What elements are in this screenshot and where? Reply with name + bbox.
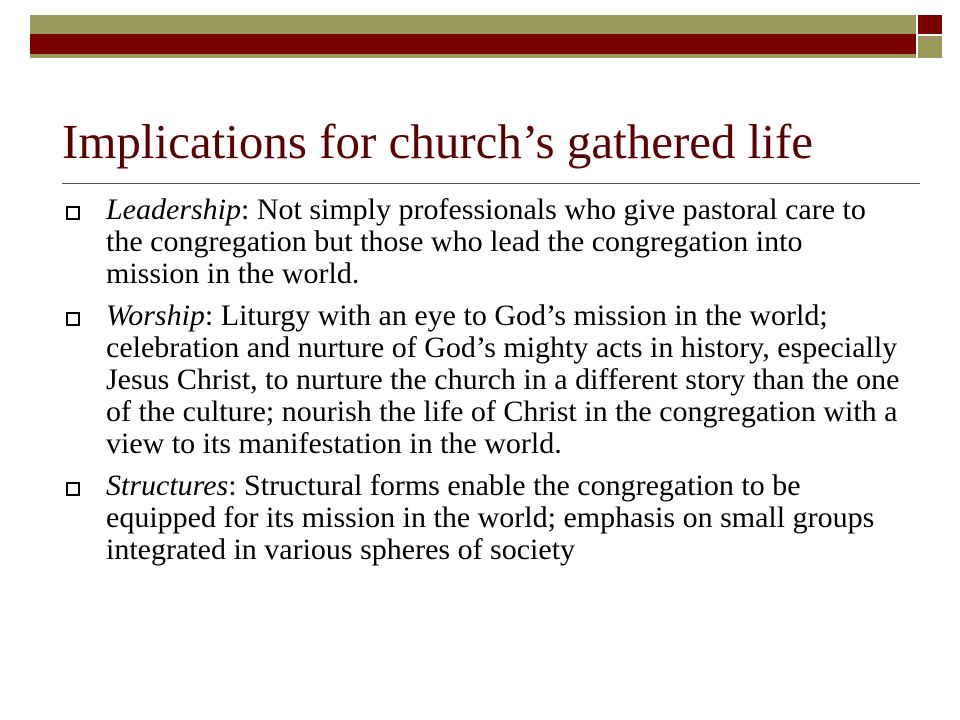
hollow-square-bullet-icon — [66, 482, 80, 496]
bullet-text: : Structural forms enable the congregation to be equipped for its mission in the world; emphasis on small groups integrated in various spheres of society — [106, 469, 875, 566]
header-decoration — [0, 0, 960, 60]
olive-band-top — [30, 15, 916, 34]
olive-square — [918, 36, 942, 58]
bullet-structures — [62, 470, 902, 566]
title-divider — [62, 183, 920, 184]
bullet-list — [62, 194, 902, 576]
bullet-term: Worship — [106, 299, 205, 332]
hollow-square-bullet-icon — [66, 206, 80, 220]
bullet-leadership — [62, 194, 902, 290]
bullet-term: Structures — [106, 469, 229, 502]
slide-title: Implications for church’s gathered life — [62, 114, 814, 169]
maroon-square — [918, 15, 942, 34]
maroon-band — [30, 34, 916, 54]
bullet-worship — [62, 300, 902, 460]
bullet-text: : Liturgy with an eye to God’s mission in the world; celebration and nurture of God’s mighty acts in history, especially Jesus Christ, to nurture the church in a different story than the one of the culture; nourish the life of Christ in the congregation with a view to its manifestation in the world. — [106, 299, 900, 460]
hollow-square-bullet-icon — [66, 312, 80, 326]
bullet-text: : Not simply professionals who give pastoral care to the congregation but those who lead the congregation into mission in the world. — [106, 193, 866, 290]
olive-band-bottom — [30, 54, 916, 58]
bullet-term: Leadership — [106, 193, 241, 226]
